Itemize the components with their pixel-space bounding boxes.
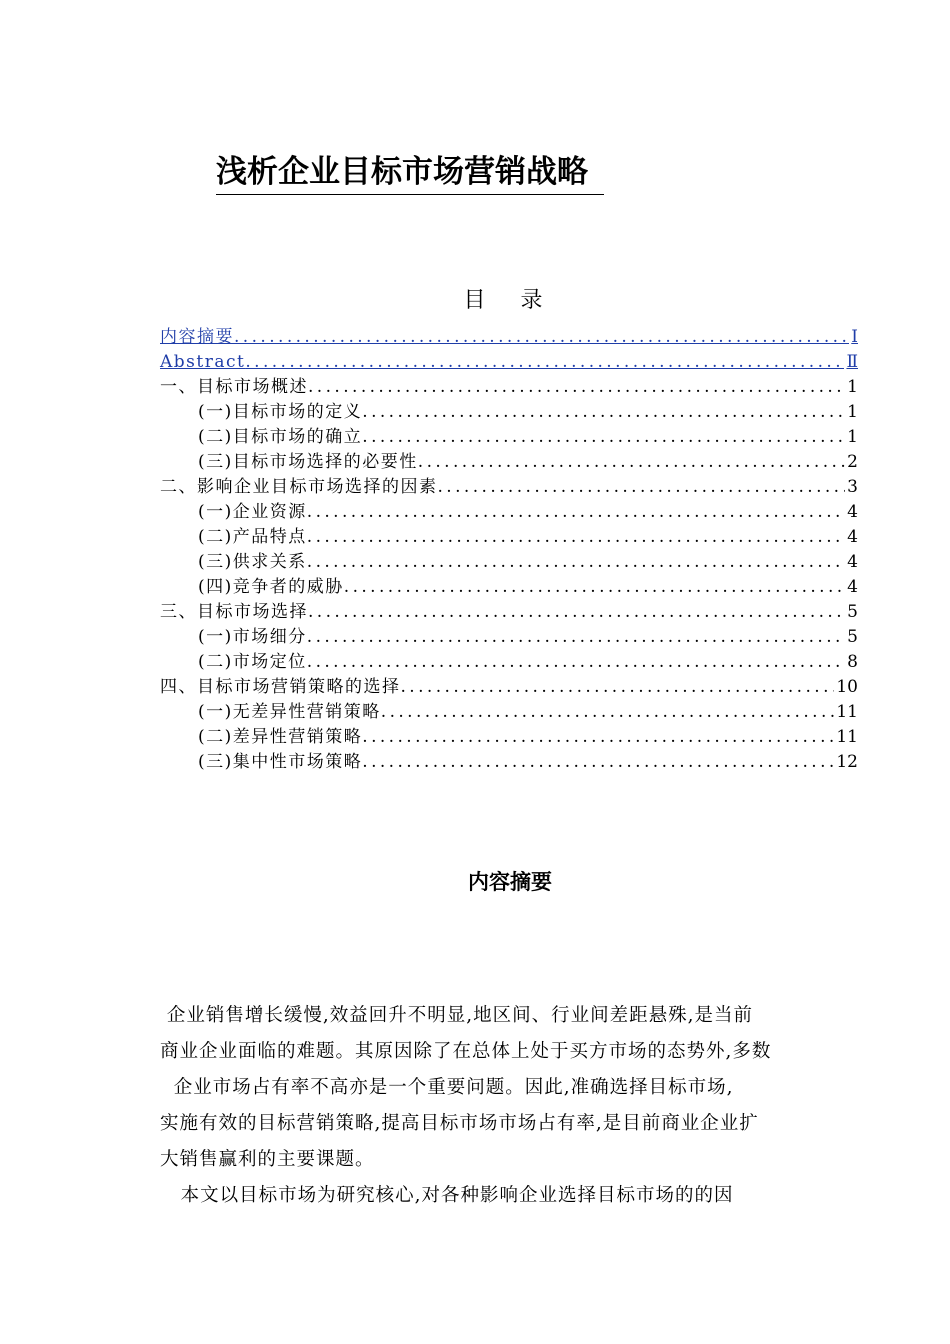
- toc-entry-label: (二)市场定位: [198, 652, 307, 672]
- toc-entry: [160, 675, 858, 700]
- toc-entry-page: 1: [847, 377, 858, 397]
- abstract-line: 企业市场占有率不高亦是一个重要问题。因此,准确选择目标市场,: [160, 1077, 734, 1098]
- toc-entry-label: (一)目标市场的定义: [198, 402, 363, 422]
- toc-dot-leader: [362, 400, 845, 425]
- abstract-line: 实施有效的目标营销策略,提高目标市场市场占有率,是目前商业企业扩: [160, 1113, 759, 1134]
- abstract-heading: 内容摘要: [468, 870, 552, 894]
- abstract-line: 本文以目标市场为研究核心,对各种影响企业选择目标市场的的因: [160, 1185, 734, 1206]
- toc-entry: [160, 750, 858, 775]
- toc-entry-page: 5: [847, 602, 858, 622]
- toc-entry-page: 11: [836, 702, 858, 722]
- toc-dot-leader: [307, 550, 845, 575]
- toc-entry: [160, 600, 858, 625]
- toc-entry-label: (一)无差异性营销策略: [198, 702, 381, 722]
- toc-entry-label: (三)供求关系: [198, 552, 307, 572]
- toc-entry-page: 1: [847, 402, 858, 422]
- toc-entry: [160, 475, 858, 500]
- toc-dot-leader: [245, 350, 844, 375]
- document-title: 浅析企业目标市场营销战略: [216, 150, 604, 195]
- toc-entry-page: 8: [847, 652, 858, 672]
- toc-entry-label: (二)目标市场的确立: [198, 427, 363, 447]
- toc-entry-label: (一)企业资源: [198, 502, 307, 522]
- toc-entry-page: 4: [847, 577, 858, 597]
- toc-dot-leader: [418, 450, 845, 475]
- toc-entry-page: 11: [836, 727, 858, 747]
- toc-entry: [160, 725, 858, 750]
- toc-link[interactable]: [160, 350, 858, 375]
- toc-entry-page: 10: [836, 677, 858, 697]
- toc-entry-label: (一)市场细分: [198, 627, 307, 647]
- toc-entry-page: 5: [847, 627, 858, 647]
- toc-dot-leader: [308, 600, 845, 625]
- toc-entry-page: 12: [836, 752, 858, 772]
- toc-dot-leader: [381, 700, 835, 725]
- toc-entry-label: (二)差异性营销策略: [198, 727, 363, 747]
- toc-entry-page: 1: [847, 427, 858, 447]
- toc-entry: [160, 650, 858, 675]
- table-of-contents: [160, 325, 858, 775]
- toc-entry: [160, 550, 858, 575]
- toc-dot-leader: [362, 725, 834, 750]
- toc-entry-label: (二)产品特点: [198, 527, 307, 547]
- toc-entry-page: 4: [847, 502, 858, 522]
- toc-entry: [160, 625, 858, 650]
- toc-entry-label: Abstract: [160, 352, 246, 372]
- toc-link[interactable]: [160, 325, 858, 350]
- toc-entry-label: 一、目标市场概述: [160, 377, 308, 397]
- toc-entry-label: (三)集中性市场策略: [198, 752, 363, 772]
- toc-entry-page: Ⅱ: [846, 352, 858, 372]
- toc-entry: [160, 425, 858, 450]
- abstract-line: 企业销售增长缓慢,效益回升不明显,地区间、行业间差距悬殊,是当前: [160, 1005, 754, 1026]
- abstract-body: [160, 998, 860, 1214]
- toc-dot-leader: [307, 650, 845, 675]
- toc-entry-label: 三、目标市场选择: [160, 602, 308, 622]
- toc-dot-leader: [307, 500, 845, 525]
- abstract-line: 大销售赢利的主要课题。: [160, 1149, 375, 1170]
- abstract-line: 商业企业面临的难题。其原因除了在总体上处于买方市场的态势外,多数: [160, 1041, 772, 1062]
- toc-entry-label: (三)目标市场选择的必要性: [198, 452, 418, 472]
- toc-entry: [160, 500, 858, 525]
- toc-entry: [160, 400, 858, 425]
- toc-entry: [160, 375, 858, 400]
- toc-dot-leader: [362, 425, 845, 450]
- toc-entry: [160, 450, 858, 475]
- toc-dot-leader: [308, 375, 845, 400]
- toc-entry-page: 4: [847, 527, 858, 547]
- toc-dot-leader: [362, 750, 834, 775]
- toc-dot-leader: [438, 475, 846, 500]
- toc-entry-label: 四、目标市场营销策略的选择: [160, 677, 401, 697]
- toc-entry-page: 2: [847, 452, 858, 472]
- toc-dot-leader: [307, 625, 845, 650]
- toc-dot-leader: [307, 525, 845, 550]
- toc-entry-page: Ⅰ: [851, 327, 858, 347]
- toc-heading: 目 录: [463, 288, 557, 313]
- toc-entry: [160, 525, 858, 550]
- toc-entry-label: 二、影响企业目标市场选择的因素: [160, 477, 438, 497]
- toc-entry: [160, 700, 858, 725]
- toc-dot-leader: [344, 575, 845, 600]
- toc-entry-page: 3: [847, 477, 858, 497]
- toc-dot-leader: [401, 675, 835, 700]
- toc-entry-page: 4: [847, 552, 858, 572]
- toc-entry: [160, 575, 858, 600]
- toc-entry-label: (四)竞争者的威胁: [198, 577, 344, 597]
- toc-dot-leader: [234, 325, 849, 350]
- toc-entry-label: 内容摘要: [160, 327, 234, 347]
